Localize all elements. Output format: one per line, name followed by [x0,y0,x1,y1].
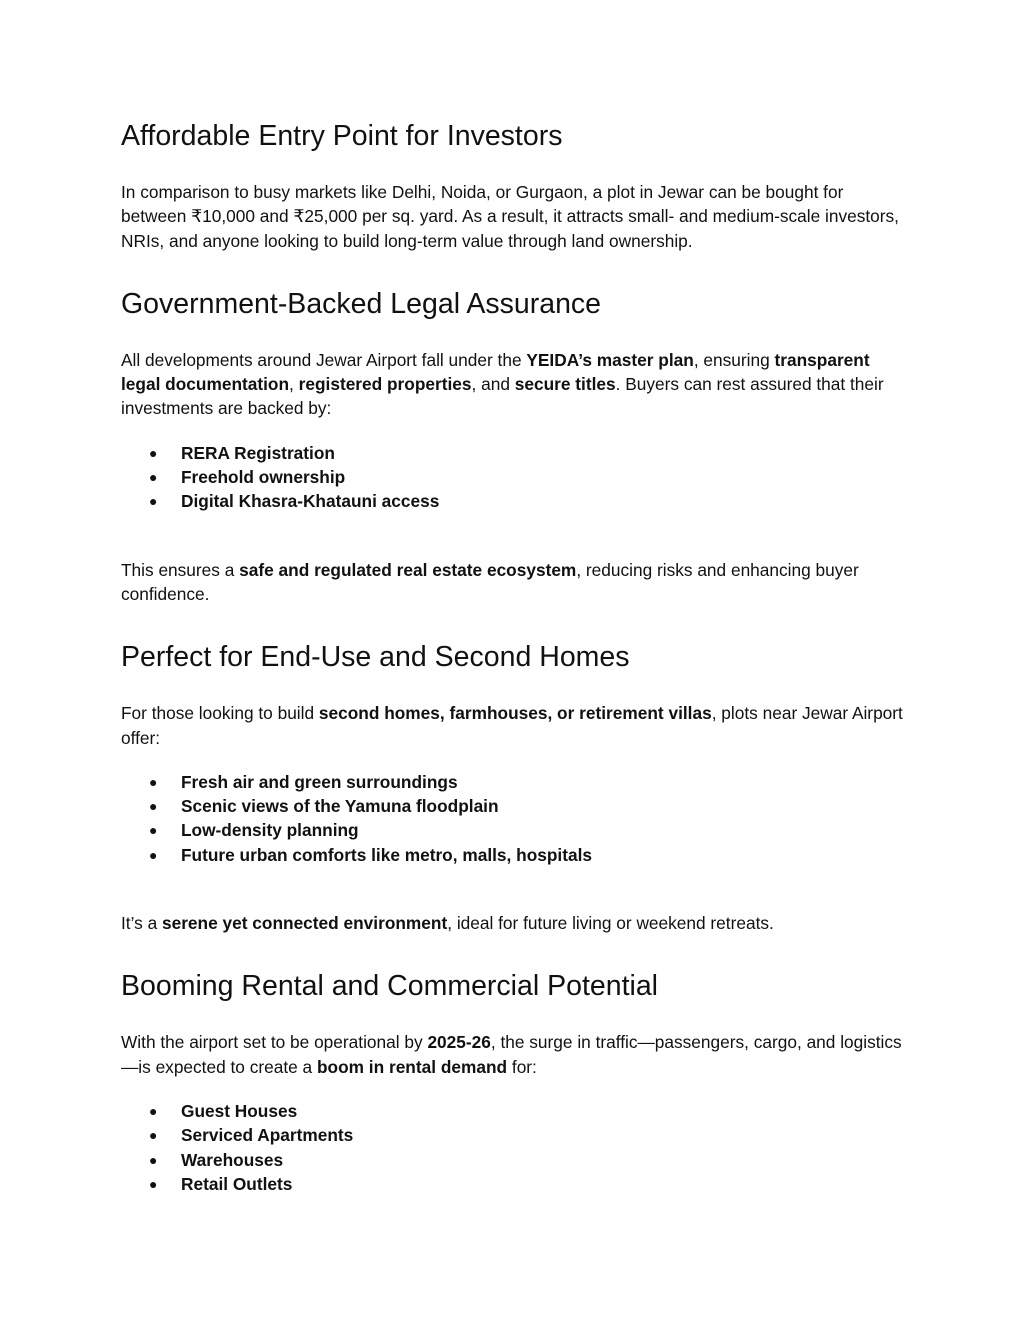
text-run: , ideal for future living or weekend retreats. [447,913,774,934]
bullet-icon: ● [149,822,158,839]
bullet-icon: ● [149,846,158,863]
list-item-text: Scenic views of the Yamuna floodplain [181,796,499,817]
section-heading: Affordable Entry Point for Investors [121,120,563,152]
bold-text: 2025-26 [427,1032,491,1053]
bullet-list [121,441,911,514]
section-paragraph [121,558,911,607]
bullet-icon: ● [149,1175,158,1192]
list-item [121,1123,911,1147]
text-run: All developments around Jewar Airport fall under the [121,349,527,370]
bullet-icon: ● [149,493,158,510]
bold-text: second homes, farmhouses, or retirement villas [318,703,712,724]
bullet-list [121,1099,911,1196]
list-item [121,489,911,513]
section-paragraph [121,348,911,421]
bold-text: safe and regulated real estate ecosystem [239,559,577,580]
bold-text: registered properties [298,374,472,395]
bullet-icon: ● [149,798,158,815]
section-paragraph [121,1030,911,1079]
bullet-icon: ● [149,469,158,486]
list-item-text: Warehouses [181,1149,284,1170]
section-heading: Booming Rental and Commercial Potential [121,970,659,1003]
text-run: With the airport set to be operational by [121,1032,428,1053]
section-rental-potential [121,966,911,1196]
text-run: , and [471,374,515,395]
bold-text: serene yet connected environment [161,913,448,934]
text-run: , reducing risks and enhancing buyer confidence. [121,559,859,604]
section-heading: Government-Backed Legal Assurance [121,287,602,320]
text-run: , ensuring [693,349,775,370]
list-item-text: Digital Khasra-Khatauni access [181,491,440,512]
bold-text: boom in rental demand [316,1056,508,1077]
text-run: , [289,374,299,395]
document-page [121,116,911,1196]
text-run: . Buyers can rest assured that their investments are backed by: [121,374,884,419]
text-run: , plots near Jewar Airport offer: [121,703,903,748]
bullet-icon: ● [149,1151,158,1168]
list-item-text: Retail Outlets [181,1173,293,1194]
section-affordable-entry [121,116,911,253]
list-item [121,818,911,842]
bold-text: YEIDA’s master plan [526,349,694,370]
list-item-text: Future urban comforts like metro, malls, hospitals [181,844,592,865]
list-item-text: Freehold ownership [181,467,346,488]
list-item-text: RERA Registration [181,442,335,463]
text-run: For those looking to build [121,703,319,724]
section-heading: Perfect for End-Use and Second Homes [121,641,630,674]
list-item-text: Low-density planning [181,820,359,841]
section-paragraph [121,701,911,750]
text-run: It’s a [121,913,162,934]
list-item-text: Fresh air and green surroundings [181,771,458,792]
text-run: for: [507,1056,537,1077]
list-item [121,465,911,489]
list-item [121,1099,911,1123]
list-item-text: Guest Houses [181,1100,298,1121]
list-item [121,1148,911,1172]
list-item [121,770,911,794]
bold-text: transparent legal documentation [121,349,870,395]
list-item-text: Serviced Apartments [181,1125,354,1146]
list-item [121,441,911,465]
bullet-list [121,770,911,867]
bullet-icon: ● [149,1127,158,1144]
list-item [121,794,911,818]
section-legal-assurance [121,284,911,606]
section-paragraph: In comparison to busy markets like Delhi, Noida, or Gurgaon, a plot in Jewar can be bought for between ₹10,000 and ₹25,000 per sq. yard. As a result, it attracts small- and medium-scale investors, NRIs, and anyone looking to build long-term value through land ownership. [121,182,899,251]
bullet-icon: ● [149,444,158,461]
section-end-use-homes [121,637,911,935]
list-item [121,1172,911,1196]
text-run: , the surge in traffic—passengers, cargo, and logistics—is expected to create a [121,1032,902,1077]
bullet-icon: ● [149,773,158,790]
section-paragraph [121,911,911,935]
text-run: This ensures a [121,559,240,580]
bold-text: secure titles [514,374,616,395]
list-item [121,843,911,867]
bullet-icon: ● [149,1102,158,1119]
